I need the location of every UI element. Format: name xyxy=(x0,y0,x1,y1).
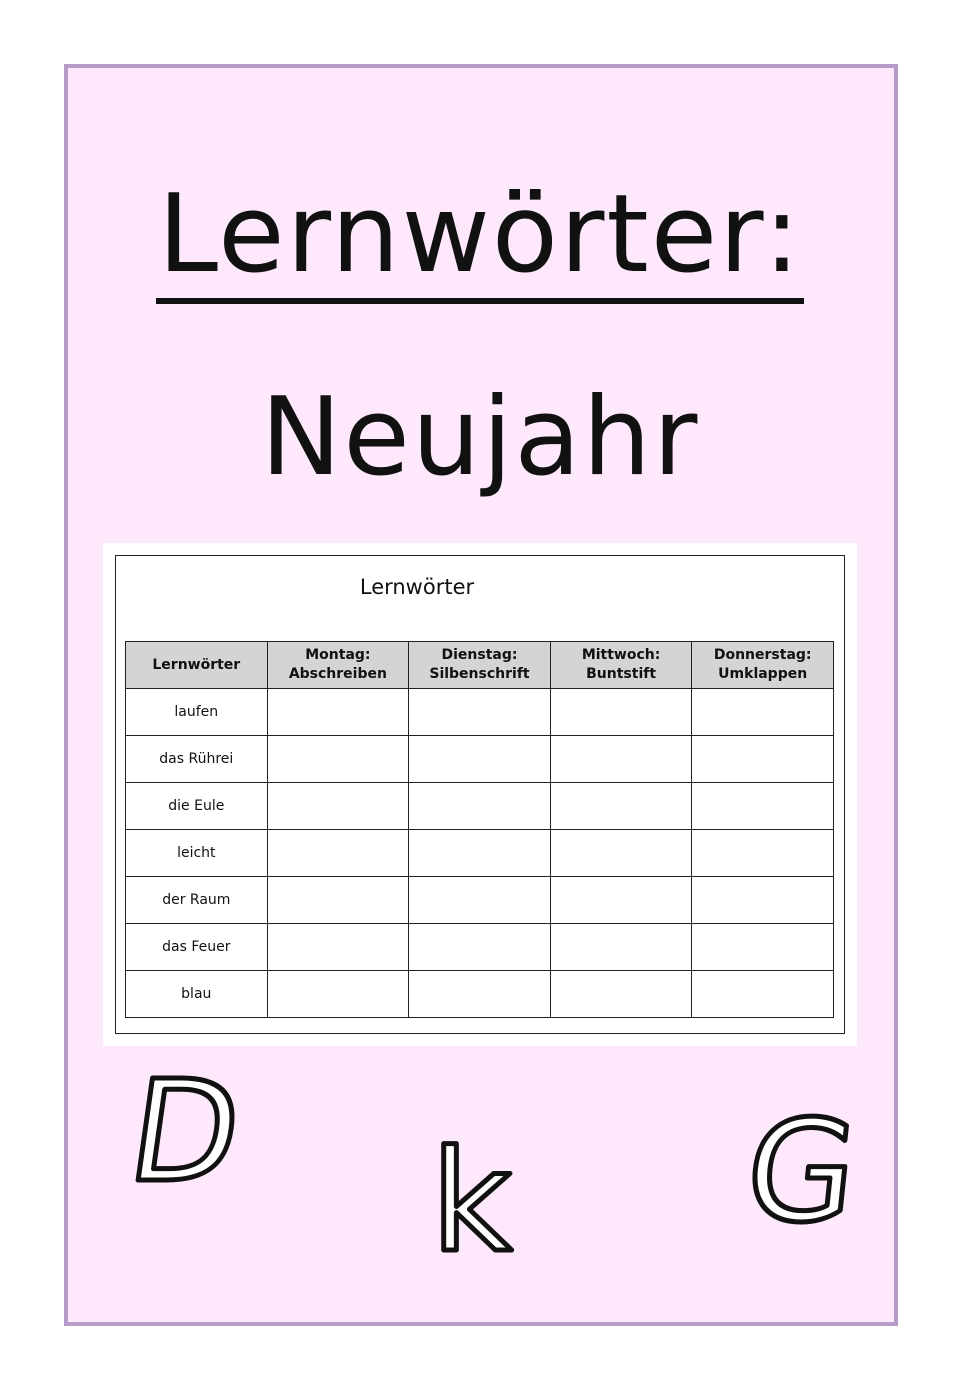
word-cell: der Raum xyxy=(126,877,268,924)
practice-cell[interactable] xyxy=(692,736,834,783)
col-header-task: Umklappen xyxy=(718,666,808,682)
word-cell: die Eule xyxy=(126,783,268,830)
practice-cell[interactable] xyxy=(409,689,551,736)
word-cell: laufen xyxy=(126,689,268,736)
table-row xyxy=(126,924,834,971)
col-header-day: Montag: xyxy=(305,647,371,663)
table-row xyxy=(126,830,834,877)
practice-cell[interactable] xyxy=(550,736,692,783)
word-cell: das Rührei xyxy=(126,736,268,783)
word-cell: blau xyxy=(126,971,268,1018)
practice-cell[interactable] xyxy=(550,924,692,971)
practice-cell[interactable] xyxy=(409,877,551,924)
word-cell: leicht xyxy=(126,830,268,877)
col-header-day: Dienstag: xyxy=(441,647,518,663)
col-header-task: Abschreiben xyxy=(288,666,387,682)
page-title xyxy=(0,170,960,304)
col-header-thursday xyxy=(692,642,834,689)
table-row xyxy=(126,877,834,924)
practice-cell[interactable] xyxy=(409,736,551,783)
table-row xyxy=(126,736,834,783)
practice-cell[interactable] xyxy=(550,689,692,736)
letter-g-outline xyxy=(738,1091,865,1254)
page-subtitle: Neujahr xyxy=(260,375,700,500)
letter-g-glyph: G xyxy=(738,1091,865,1254)
col-header-tuesday xyxy=(409,642,551,689)
practice-cell[interactable] xyxy=(267,924,409,971)
word-cell: das Feuer xyxy=(126,924,268,971)
practice-cell[interactable] xyxy=(550,877,692,924)
practice-cell[interactable] xyxy=(692,830,834,877)
practice-cell[interactable] xyxy=(692,924,834,971)
practice-cell[interactable] xyxy=(692,971,834,1018)
col-header-day: Donnerstag: xyxy=(713,647,812,663)
table-row xyxy=(126,971,834,1018)
practice-cell[interactable] xyxy=(692,783,834,830)
practice-cell[interactable] xyxy=(267,830,409,877)
page-title-text: Lernwörter: xyxy=(156,176,804,304)
word-table xyxy=(125,641,834,1018)
practice-cell[interactable] xyxy=(550,783,692,830)
practice-cell[interactable] xyxy=(409,924,551,971)
letter-d-glyph: D xyxy=(119,1050,251,1214)
col-header-label: Lernwörter xyxy=(152,656,241,673)
practice-cell[interactable] xyxy=(550,971,692,1018)
col-header-day: Mittwoch: xyxy=(581,647,661,663)
col-header-words xyxy=(126,642,268,689)
letter-k-outline xyxy=(425,1121,515,1284)
practice-cell[interactable] xyxy=(409,830,551,877)
practice-cell[interactable] xyxy=(692,689,834,736)
practice-cell[interactable] xyxy=(550,830,692,877)
col-header-monday xyxy=(267,642,409,689)
practice-cell[interactable] xyxy=(692,877,834,924)
worksheet-title: Lernwörter xyxy=(359,575,475,599)
practice-cell[interactable] xyxy=(267,689,409,736)
table-row xyxy=(126,689,834,736)
letter-k-glyph: k xyxy=(431,1121,513,1284)
col-header-task: Silbenschrift xyxy=(429,666,530,682)
practice-cell[interactable] xyxy=(267,783,409,830)
col-header-wednesday xyxy=(550,642,692,689)
practice-cell[interactable] xyxy=(409,971,551,1018)
letter-d-outline xyxy=(119,1050,270,1214)
practice-cell[interactable] xyxy=(267,971,409,1018)
table-row xyxy=(126,783,834,830)
practice-cell[interactable] xyxy=(267,736,409,783)
practice-cell[interactable] xyxy=(409,783,551,830)
table-header-row xyxy=(126,642,834,689)
col-header-task: Buntstift xyxy=(586,666,657,682)
practice-cell[interactable] xyxy=(267,877,409,924)
